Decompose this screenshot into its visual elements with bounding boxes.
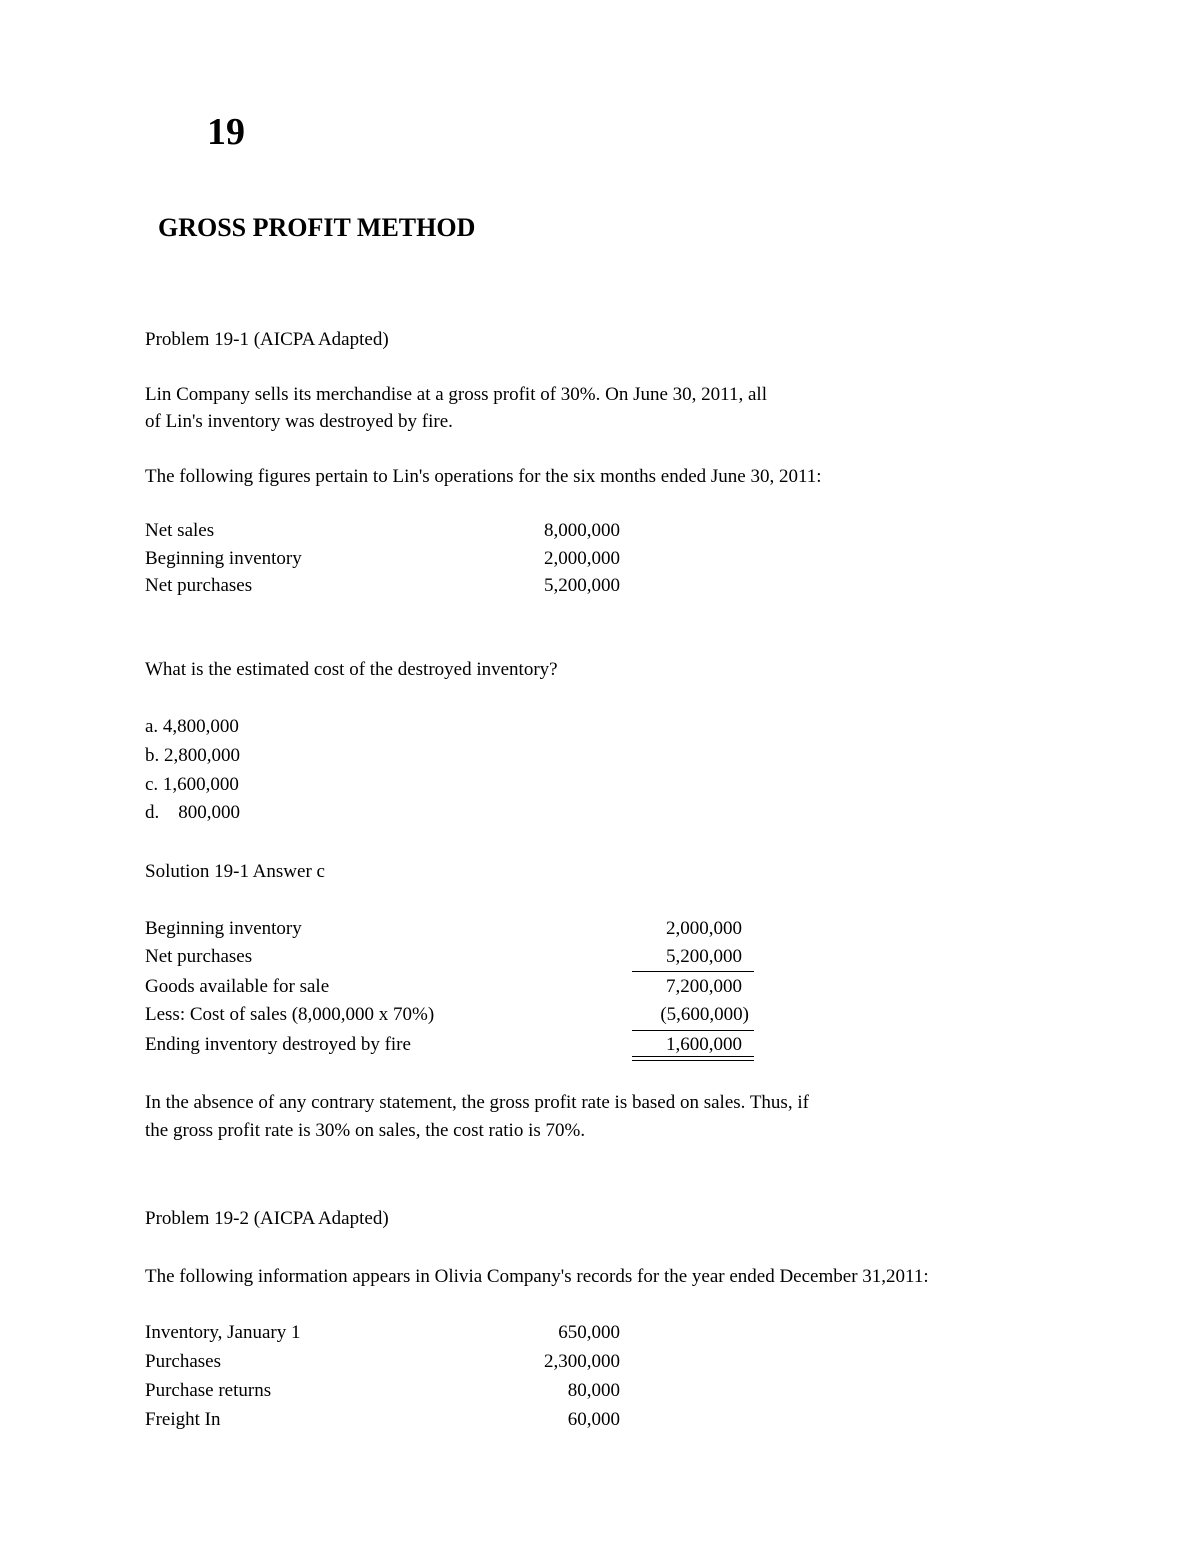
figure-label: Freight In (145, 1409, 221, 1430)
solution-1-note-line-2: the gross profit rate is 30% on sales, the cost ratio is 70%. (145, 1120, 586, 1141)
solution-row-value: 2,000,000 (666, 918, 742, 939)
figure-value: 650,000 (558, 1322, 620, 1343)
solution-row-label: Ending inventory destroyed by fire (145, 1034, 411, 1055)
choice-d: d. 800,000 (145, 802, 240, 823)
figure-value: 2,300,000 (544, 1351, 620, 1372)
solution-row-value: (5,600,000) (660, 1004, 749, 1025)
figure-value: 2,000,000 (544, 548, 620, 569)
figure-value: 8,000,000 (544, 520, 620, 541)
choice-b: b. 2,800,000 (145, 745, 240, 766)
choice-c: c. 1,600,000 (145, 774, 239, 795)
figure-label: Net purchases (145, 575, 253, 596)
figure-label: Inventory, January 1 (145, 1322, 301, 1343)
solution-1-note-line-1: In the absence of any contrary statement, the gross profit rate is based on sales. Thus, if (145, 1092, 809, 1113)
total-double-rule (632, 1056, 754, 1061)
solution-row-value: 1,600,000 (666, 1034, 742, 1055)
solution-row-label: Less: Cost of sales (8,000,000 x 70%) (145, 1004, 435, 1025)
chapter-number: 19 (207, 111, 245, 153)
solution-1-heading: Solution 19-1 Answer c (145, 861, 325, 882)
problem-1-intro-line-2: of Lin's inventory was destroyed by fire. (145, 411, 453, 432)
solution-row-label: Beginning inventory (145, 918, 302, 939)
subtotal-rule (632, 971, 754, 972)
solution-row-label: Net purchases (145, 946, 253, 967)
problem-2-heading: Problem 19-2 (AICPA Adapted) (145, 1208, 389, 1229)
figure-label: Purchase returns (145, 1380, 272, 1401)
solution-row-value: 5,200,000 (666, 946, 742, 967)
solution-row-value: 7,200,000 (666, 976, 742, 997)
figure-label: Purchases (145, 1351, 221, 1372)
figure-value: 60,000 (567, 1409, 620, 1430)
problem-1-question: What is the estimated cost of the destroyed inventory? (145, 659, 558, 680)
problem-1-heading: Problem 19-1 (AICPA Adapted) (145, 329, 389, 350)
figure-value: 5,200,000 (544, 575, 620, 596)
problem-1-figures-intro: The following figures pertain to Lin's operations for the six months ended June 30, 2011: (145, 466, 822, 487)
problem-1-intro-line-1: Lin Company sells its merchandise at a gross profit of 30%. On June 30, 2011, all (145, 384, 767, 405)
total-top-rule (632, 1030, 754, 1031)
figure-label: Beginning inventory (145, 548, 302, 569)
solution-row-label: Goods available for sale (145, 976, 330, 997)
chapter-title: GROSS PROFIT METHOD (158, 213, 476, 242)
choice-a: a. 4,800,000 (145, 716, 239, 737)
figure-value: 80,000 (567, 1380, 620, 1401)
problem-2-intro: The following information appears in Olivia Company's records for the year ended December 31,2011: (145, 1266, 929, 1287)
figure-label: Net sales (145, 520, 215, 541)
